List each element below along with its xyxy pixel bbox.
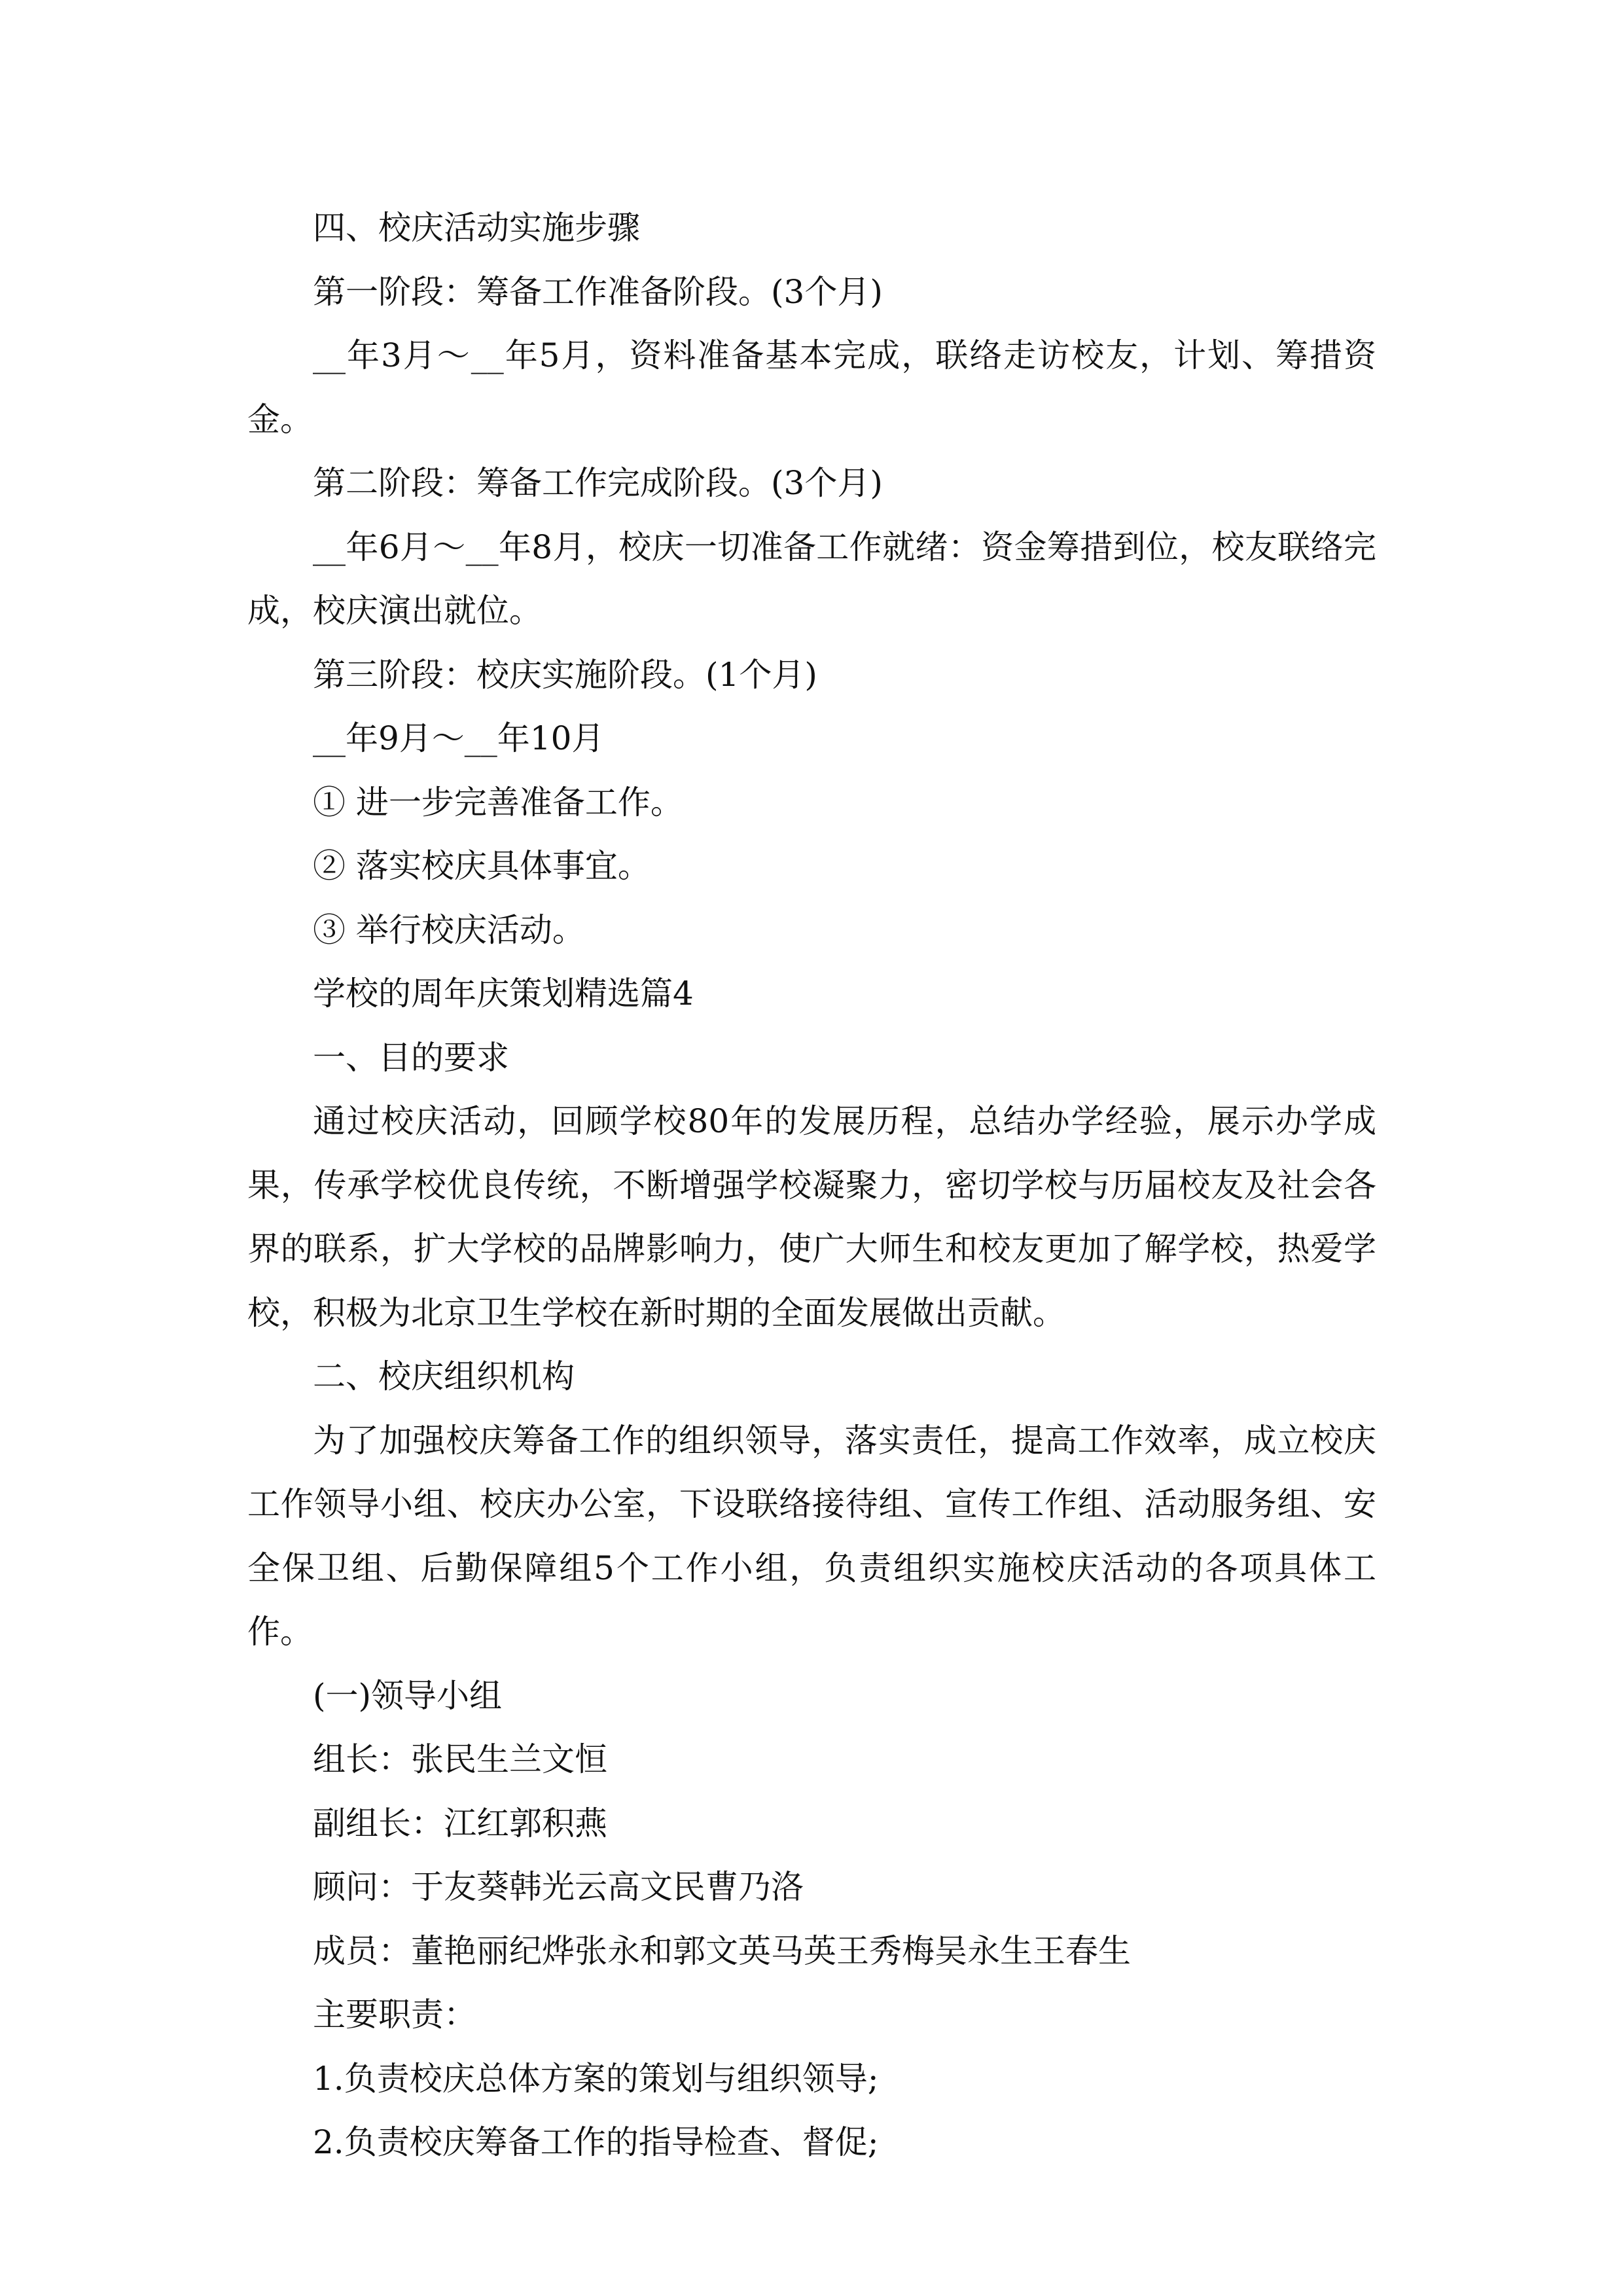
stage-two-title: 第二阶段：筹备工作完成阶段。(3个月)	[313, 464, 883, 502]
stage-one-detail: __年3月～__年5月，资料准备基本完成，联络走访校友，计划、筹措资金。	[247, 336, 1376, 439]
organization-paragraph: 为了加强校庆筹备工作的组织领导，落实责任，提高工作效率，成立校庆工作领导小组、校庆办公室，下设联络接待组、宣传工作组、活动服务组、安全保卫组、后勤保障组5个工作小组，负责组织实施校庆活动的各项具体工作。	[247, 1421, 1376, 1651]
section-heading-steps: 四、校庆活动实施步骤	[313, 209, 640, 247]
stage-two-detail: __年6月～__年8月，校庆一切准备工作就绪：资金筹措到位，校友联络完成，校庆演出就位。	[247, 528, 1376, 630]
stage-three-period: __年9月～__年10月	[313, 719, 605, 757]
duty-item-1: 1.负责校庆总体方案的策划与组织领导;	[313, 2059, 879, 2098]
goals-paragraph: 通过校庆活动，回顾学校80年的发展历程，总结办学经验，展示办学成果，传承学校优良传统，不断增强学校凝聚力，密切学校与历届校友及社会各界的联系，扩大学校的品牌影响力，使广大师生和校友更加了解学校，热爱学校，积极为北京卫生学校在新时期的全面发展做出贡献。	[247, 1102, 1376, 1332]
members-line: 成员：董艳丽纪烨张永和郭文英马英王秀梅吴永生王春生	[313, 1931, 1131, 1970]
stage-one-title: 第一阶段：筹备工作准备阶段。(3个月)	[313, 272, 883, 311]
duty-item-2: 2.负责校庆筹备工作的指导检查、督促;	[313, 2123, 879, 2161]
stage-three-item-3: ③ 举行校庆活动。	[313, 910, 585, 949]
subsection-leadership: (一)领导小组	[313, 1676, 503, 1715]
document-page	[247, 196, 1376, 2175]
advisors-line: 顾问：于友葵韩光云高文民曹乃洛	[313, 1868, 804, 1906]
stage-three-title: 第三阶段：校庆实施阶段。(1个月)	[313, 655, 817, 694]
deputy-leader-line: 副组长：江红郭积燕	[313, 1804, 607, 1842]
stage-three-item-2: ② 落实校庆具体事宜。	[313, 847, 651, 885]
stage-three-item-1: ① 进一步完善准备工作。	[313, 783, 683, 821]
leader-line: 组长：张民生兰文恒	[313, 1740, 607, 1778]
section-heading-organization: 二、校庆组织机构	[313, 1357, 575, 1395]
article-title-4: 学校的周年庆策划精选篇4	[313, 975, 694, 1013]
duties-heading: 主要职责：	[313, 1996, 476, 2034]
section-heading-goals: 一、目的要求	[313, 1038, 509, 1077]
